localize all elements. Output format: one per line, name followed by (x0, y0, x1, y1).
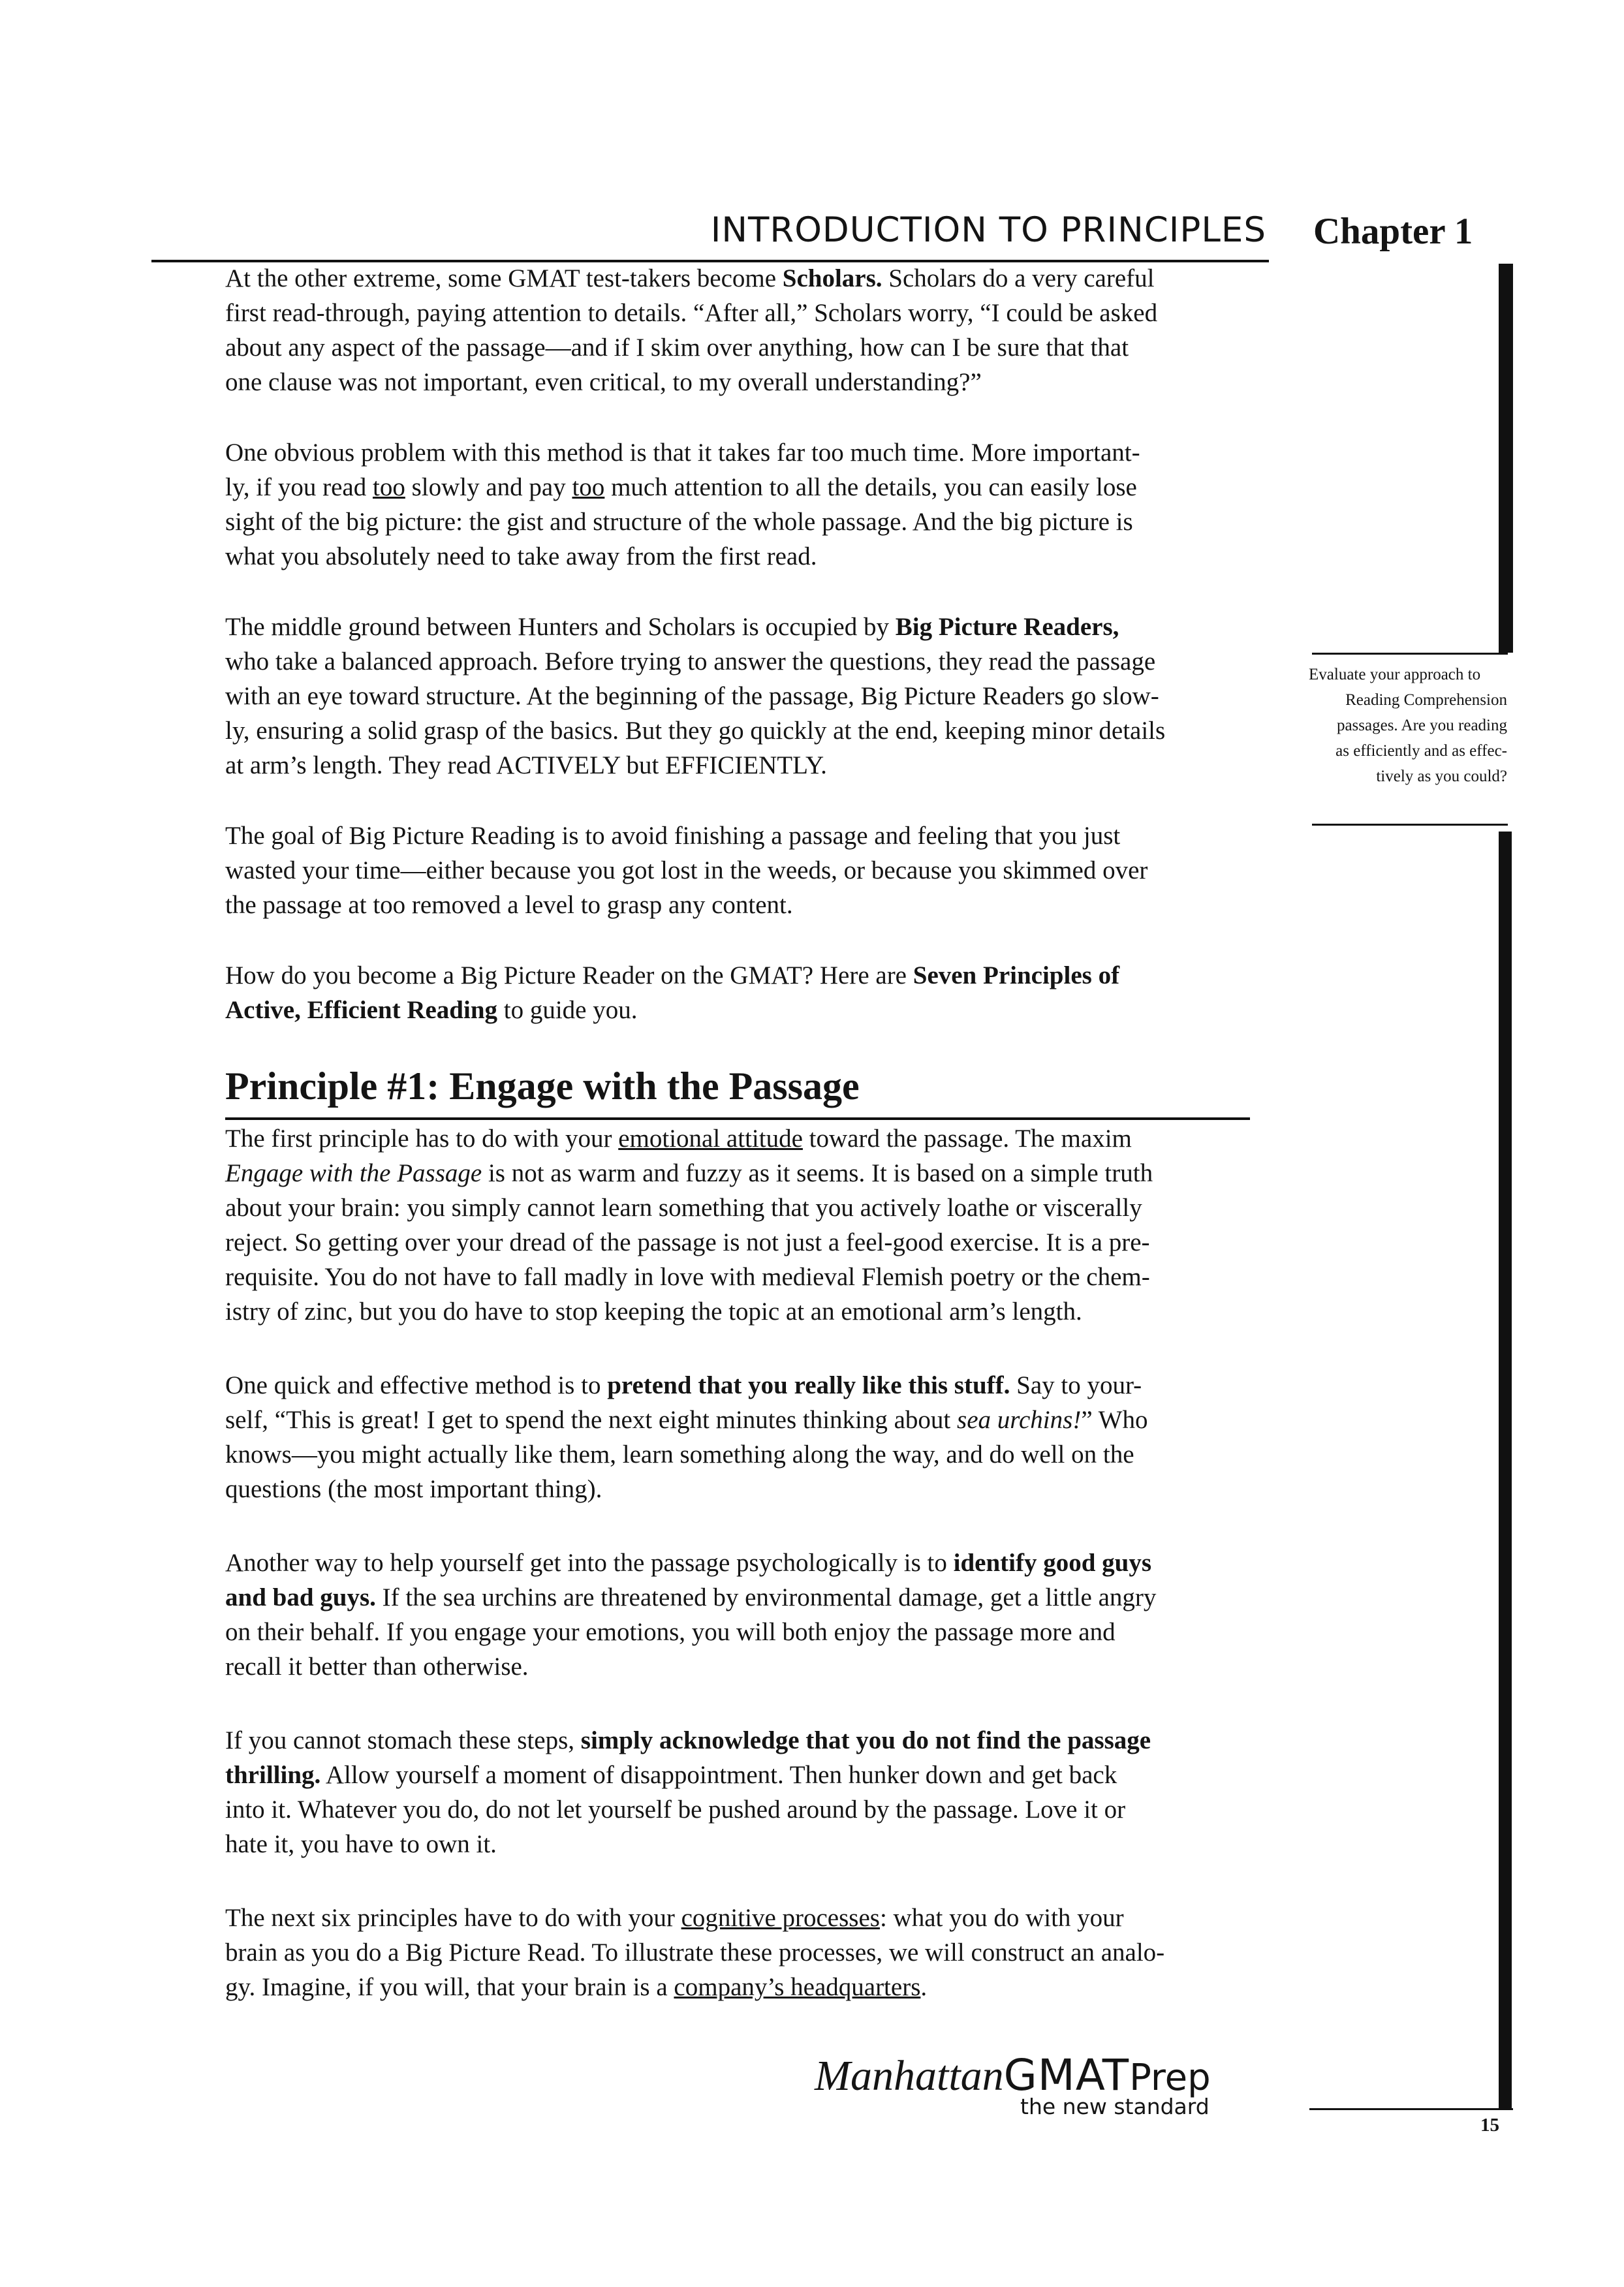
text-run: . (920, 1973, 928, 2001)
sidebar-note-line: Reading Comprehension (1345, 691, 1507, 709)
bold-term: identify good guys (953, 1549, 1152, 1577)
text-run: toward the passage. The maxim (802, 1125, 1132, 1153)
heading-rule (225, 1117, 1250, 1120)
bold-term: thrilling. (225, 1761, 321, 1789)
paragraph (225, 818, 1253, 922)
page-number: 15 (1480, 2115, 1499, 2136)
text-line: questions (the most important thing). (225, 1475, 602, 1503)
text-line (225, 470, 1253, 505)
text-line: The goal of Big Picture Reading is to avoid finishing a passage and feeling that you just (225, 822, 1121, 850)
bold-term: and bad guys. (225, 1583, 376, 1611)
text-line: what you absolutely need to take away from the first read. (225, 542, 817, 570)
text-line (225, 1546, 1253, 1580)
text-run: to guide you. (497, 996, 638, 1024)
text-line (225, 958, 1253, 993)
text-run: : what you do with your (879, 1904, 1124, 1932)
text-run: The middle ground between Hunters and Scholars is occupied by (225, 613, 896, 641)
text-line (225, 261, 1253, 296)
text-line (225, 1901, 1253, 1935)
bold-term: Active, Efficient Reading (225, 996, 498, 1024)
text-run: ” Who (1081, 1406, 1148, 1434)
bold-term: Scholars. (782, 264, 882, 292)
underlined-term: company’s headquarters (674, 1973, 921, 2001)
text-run: much attention to all the details, you can easily lose (604, 473, 1137, 501)
logo-tagline: the new standard (1020, 2094, 1210, 2119)
text-line (225, 1156, 1253, 1190)
paragraph (225, 610, 1253, 783)
text-run: One quick and effective method is to (225, 1371, 608, 1399)
text-line (225, 1723, 1253, 1758)
sidebar-note-line: as efficiently and as effec- (1335, 742, 1507, 760)
text-run: is not as warm and fuzzy as it seems. It is based on a simple truth (482, 1159, 1153, 1187)
sidebar-note-line: Evaluate your approach to (1309, 666, 1481, 683)
logo-text: Manhattan (815, 2052, 1004, 2100)
margin-bar-upper (1499, 264, 1513, 653)
sidebar-note-line: passages. Are you reading (1336, 717, 1507, 734)
text-run: slowly and pay (405, 473, 572, 501)
text-line: requisite. You do not have to fall madly in love with medieval Flemish poetry or the chem- (225, 1263, 1150, 1291)
chapter-label: Chapter 1 (1313, 211, 1473, 252)
text-run: If the sea urchins are threatened by environmental damage, get a little angry (375, 1583, 1157, 1611)
footer-rule (1309, 2108, 1513, 2110)
text-run: Allow yourself a moment of disappointment. Then hunker down and get back (320, 1761, 1117, 1789)
bold-term: pretend that you really like this stuff. (607, 1371, 1010, 1399)
logo-text: GMAT (1003, 2050, 1130, 2100)
text-run: Scholars do a very careful (882, 264, 1155, 292)
text-line: wasted your time—either because you got lost in the weeds, or because you skimmed over (225, 856, 1148, 884)
text-line (225, 1403, 1253, 1437)
text-line: reject. So getting over your dread of the passage is not just a feel-good exercise. It is a pre- (225, 1228, 1150, 1256)
text-run: How do you become a Big Picture Reader on the GMAT? Here are (225, 961, 913, 989)
text-line (225, 610, 1253, 644)
section-heading: Principle #1: Engage with the Passage (225, 1065, 860, 1108)
sidebar-rule-top (1312, 653, 1508, 655)
text-line: brain as you do a Big Picture Read. To illustrate these processes, we will construct an analo- (225, 1938, 1165, 1967)
bold-term: Big Picture Readers, (895, 613, 1119, 641)
text-line (225, 1121, 1253, 1156)
sidebar-rule-bottom (1312, 824, 1508, 826)
paragraph (225, 958, 1253, 1027)
principle-body (225, 1121, 1253, 2044)
text-line: hate it, you have to own it. (225, 1830, 497, 1858)
text-run: The first principle has to do with your (225, 1125, 619, 1153)
text-line: about any aspect of the passage—and if I skim over anything, how can I be sure that that (225, 334, 1129, 362)
sidebar-note-line: tively as you could? (1376, 768, 1507, 785)
text-line: about your brain: you simply cannot learn something that you actively loathe or viscerally (225, 1194, 1142, 1222)
underlined-term: too (572, 473, 605, 501)
text-line: one clause was not important, even critical, to my overall understanding?” (225, 368, 982, 396)
intro-body (225, 261, 1253, 1063)
sidebar-note (1309, 662, 1512, 789)
text-line (225, 1758, 1253, 1792)
underlined-term: too (372, 473, 405, 501)
text-line: on their behalf. If you engage your emotions, you will both enjoy the passage more and (225, 1618, 1116, 1646)
text-line: One obvious problem with this method is that it takes far too much time. More important- (225, 439, 1140, 467)
italic-term: sea urchins! (957, 1406, 1082, 1434)
text-run: Another way to help yourself get into the passage psychologically is to (225, 1549, 954, 1577)
text-line (225, 1970, 1253, 2004)
text-run: The next six principles have to do with your (225, 1904, 681, 1932)
bold-term: Seven Principles of (913, 961, 1120, 989)
text-run: gy. Imagine, if you will, that your brain is a (225, 1973, 674, 2001)
underlined-term: emotional attitude (618, 1125, 803, 1153)
paragraph (225, 435, 1253, 574)
paragraph (225, 1121, 1253, 1329)
bold-term: simply acknowledge that you do not find the passage (580, 1726, 1151, 1754)
text-line: the passage at too removed a level to grasp any content. (225, 891, 793, 919)
text-line: ly, ensuring a solid grasp of the basics. But they go quickly at the end, keeping minor details (225, 717, 1166, 745)
paragraph (225, 261, 1253, 399)
paragraph (225, 1723, 1253, 1861)
text-line: knows—you might actually like them, learn something along the way, and do well on the (225, 1440, 1134, 1469)
margin-bar-lower (1499, 832, 1512, 2108)
text-line: sight of the big picture: the gist and structure of the whole passage. And the big picture is (225, 508, 1133, 536)
text-run: At the other extreme, some GMAT test-takers become (225, 264, 783, 292)
text-line (225, 1580, 1253, 1615)
text-line: recall it better than otherwise. (225, 1653, 529, 1681)
text-run: ly, if you read (225, 473, 373, 501)
paragraph (225, 1901, 1253, 2004)
text-line: who take a balanced approach. Before trying to answer the questions, they read the passage (225, 647, 1156, 676)
running-head: INTRODUCTION TO PRINCIPLES (710, 210, 1266, 250)
text-line (225, 993, 1253, 1027)
logo-text: Prep (1129, 2057, 1211, 2099)
text-line: at arm’s length. They read ACTIVELY but EFFICIENTLY. (225, 751, 827, 779)
underlined-term: cognitive processes (681, 1904, 880, 1932)
text-line: with an eye toward structure. At the beginning of the passage, Big Picture Readers go slow- (225, 682, 1159, 710)
italic-term: Engage with the Passage (225, 1159, 482, 1187)
text-run: self, “This is great! I get to spend the next eight minutes thinking about (225, 1406, 958, 1434)
text-line: istry of zinc, but you do have to stop keeping the topic at an emotional arm’s length. (225, 1298, 1082, 1326)
text-line: first read-through, paying attention to details. “After all,” Scholars worry, “I could be asked (225, 299, 1158, 327)
paragraph (225, 1368, 1253, 1506)
text-run: Say to your- (1010, 1371, 1142, 1399)
text-run: If you cannot stomach these steps, (225, 1726, 581, 1754)
paragraph (225, 1546, 1253, 1684)
text-line: into it. Whatever you do, do not let yourself be pushed around by the passage. Love it or (225, 1796, 1126, 1824)
text-line (225, 1368, 1253, 1403)
